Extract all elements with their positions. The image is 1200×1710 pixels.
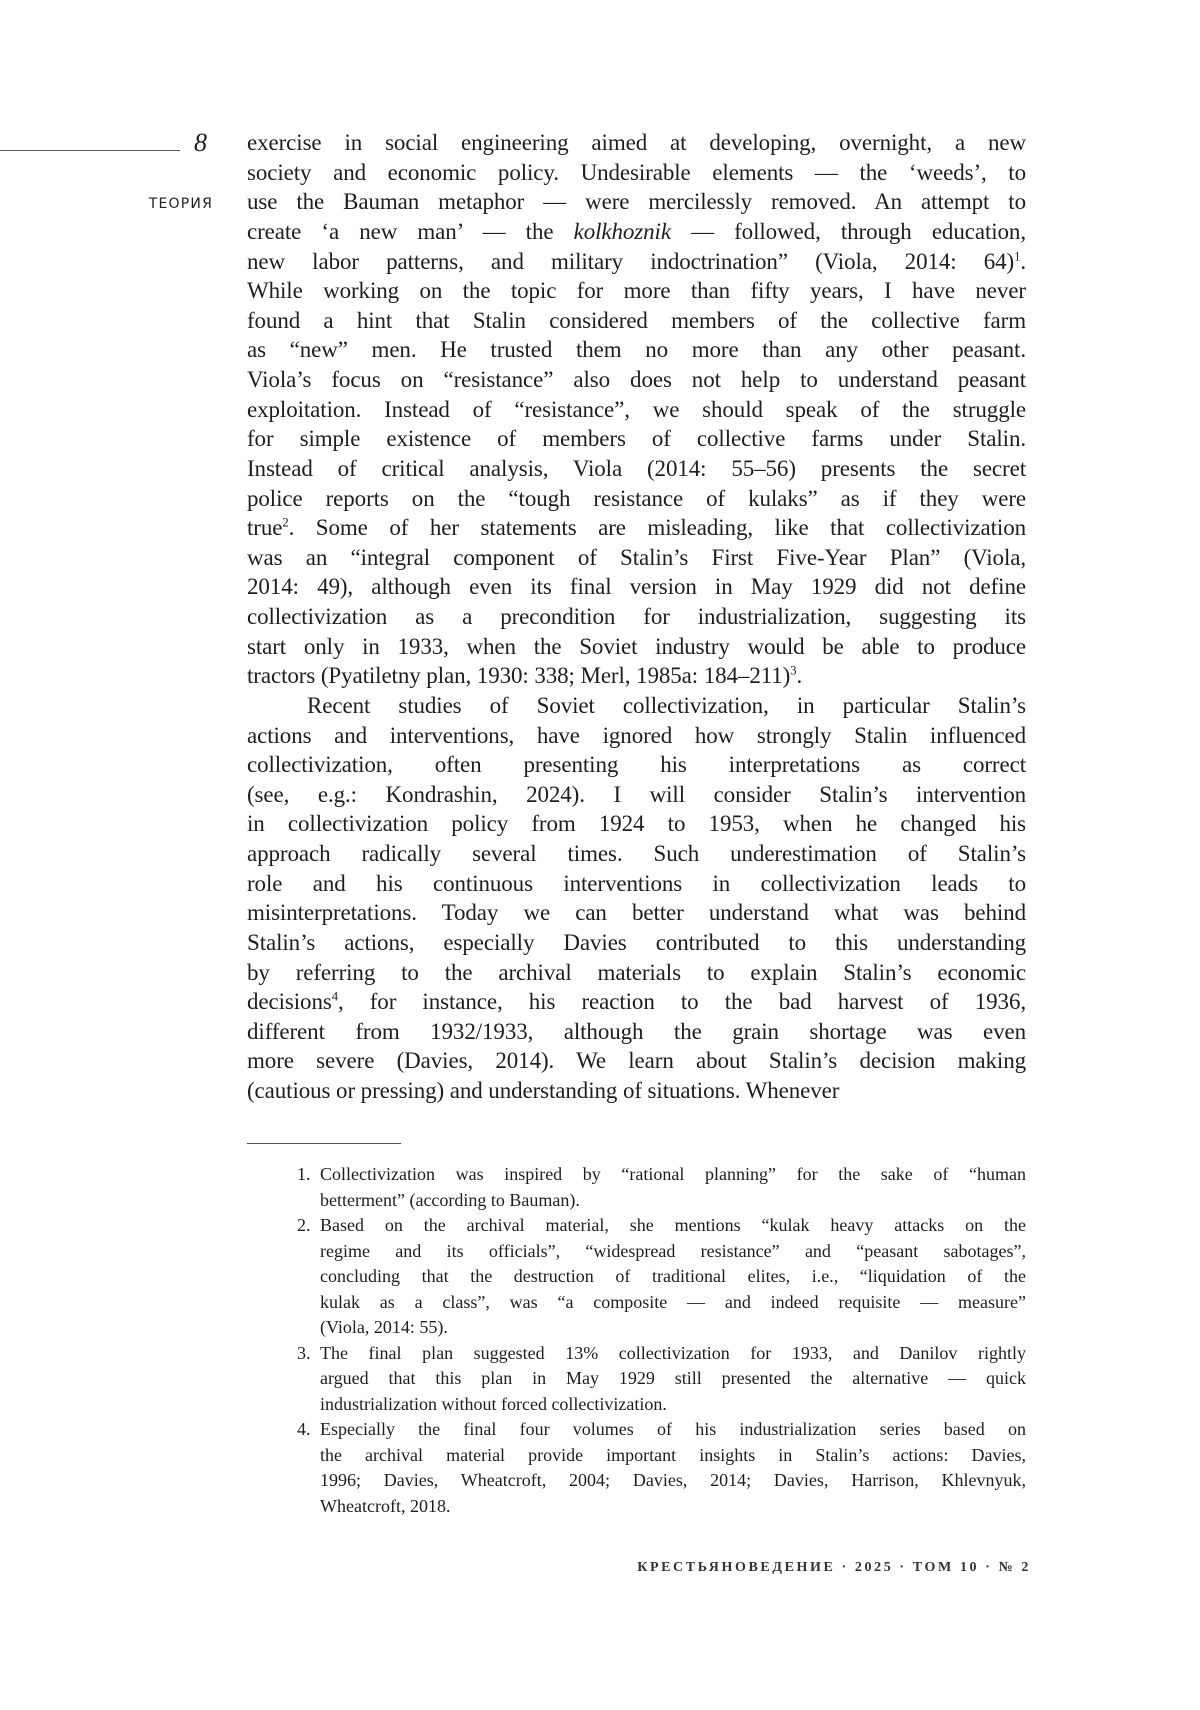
text-line bbox=[247, 543, 1026, 573]
text-line bbox=[247, 1076, 1026, 1106]
text-segment: . Some of her statements are misleading, like that collectivization bbox=[289, 515, 1026, 540]
text-segment: in collectivization policy from 1924 to 1953, when he changed his bbox=[247, 811, 1026, 836]
text-line bbox=[247, 1017, 1026, 1047]
text-segment: use the Bauman metaphor — were mercilessly removed. An attempt to bbox=[247, 189, 1026, 214]
margin-rule bbox=[0, 150, 180, 151]
text-segment: While working on the topic for more than fifty years, I have never bbox=[247, 278, 1026, 303]
text-segment: Recent studies of Soviet collectivization, in particular Stalin’s bbox=[307, 693, 1026, 718]
footnote-number: 4. bbox=[297, 1417, 311, 1443]
text-line bbox=[247, 691, 1026, 721]
text-line bbox=[247, 395, 1026, 425]
text-segment: , for instance, his reaction to the bad harvest of 1936, bbox=[338, 989, 1026, 1014]
text-segment: approach radically several times. Such underestimation of Stalin’s bbox=[247, 841, 1026, 866]
footnote-line: Collectivization was inspired by “rational planning” for the sake of “human bbox=[320, 1162, 1026, 1188]
footnote-ref[interactable]: 3 bbox=[790, 664, 796, 678]
text-line bbox=[247, 513, 1026, 543]
text-line bbox=[247, 721, 1026, 751]
footnote-line: industrialization without forced collectivization. bbox=[320, 1392, 1026, 1418]
text-segment: tractors (Pyatiletny plan, 1930: 338; Merl, 1985a: 184–211) bbox=[247, 663, 790, 688]
text-segment: was an “integral component of Stalin’s First Five-Year Plan” (Viola, bbox=[247, 545, 1026, 570]
text-line bbox=[247, 158, 1026, 188]
text-segment: — followed, through education, bbox=[671, 219, 1026, 244]
text-line bbox=[247, 335, 1026, 365]
text-segment: misinterpretations. Today we can better understand what was behind bbox=[247, 900, 1026, 925]
text-segment: 2014: 49), although even its final version in May 1929 did not define bbox=[247, 574, 1026, 599]
footnote-ref[interactable]: 2 bbox=[282, 515, 288, 529]
text-segment: new labor patterns, and military indoctrination” (Viola, 2014: 64) bbox=[247, 249, 1014, 274]
text-segment: exercise in social engineering aimed at developing, overnight, a new bbox=[247, 130, 1026, 155]
text-segment: role and his continuous interventions in collectivization leads to bbox=[247, 871, 1026, 896]
footnote-line: betterment” (according to Bauman). bbox=[320, 1188, 1026, 1214]
page-number: 8 bbox=[194, 128, 207, 158]
text-line bbox=[247, 187, 1026, 217]
text-line bbox=[247, 572, 1026, 602]
section-label: ТЕОРИЯ bbox=[149, 195, 213, 213]
text-line bbox=[247, 247, 1026, 277]
text-line bbox=[247, 454, 1026, 484]
footnote bbox=[297, 1162, 1026, 1213]
text-line bbox=[247, 928, 1026, 958]
text-segment: by referring to the archival materials to explain Stalin’s economic bbox=[247, 960, 1026, 985]
body-text bbox=[247, 128, 1026, 1106]
text-segment: true bbox=[247, 515, 282, 540]
text-segment: different from 1932/1933, although the grain shortage was even bbox=[247, 1019, 1026, 1044]
text-segment: decisions bbox=[247, 989, 332, 1014]
text-segment: society and economic policy. Undesirable elements — the ‘weeds’, to bbox=[247, 160, 1026, 185]
footnote-line: Especially the final four volumes of his industrialization series based on bbox=[320, 1417, 1026, 1443]
text-segment: (see, e.g.: Kondrashin, 2024). I will consider Stalin’s intervention bbox=[247, 782, 1026, 807]
text-line bbox=[247, 987, 1026, 1017]
footnote-number: 3. bbox=[297, 1341, 311, 1367]
text-segment: collectivization as a precondition for industrialization, suggesting its bbox=[247, 604, 1026, 629]
text-line bbox=[247, 898, 1026, 928]
text-line bbox=[247, 809, 1026, 839]
text-line bbox=[247, 128, 1026, 158]
text-segment: . bbox=[1020, 249, 1026, 274]
footnote-rule bbox=[247, 1143, 401, 1144]
text-line bbox=[247, 869, 1026, 899]
text-segment: actions and interventions, have ignored how strongly Stalin influenced bbox=[247, 723, 1026, 748]
text-line bbox=[247, 217, 1026, 247]
footnote-line: the archival material provide important insights in Stalin’s actions: Davies, bbox=[320, 1443, 1026, 1469]
footnote-line: concluding that the destruction of traditional elites, i.e., “liquidation of the bbox=[320, 1264, 1026, 1290]
text-line bbox=[247, 632, 1026, 662]
footnote-number: 2. bbox=[297, 1213, 311, 1239]
footnote-line: argued that this plan in May 1929 still presented the alternative — quick bbox=[320, 1366, 1026, 1392]
footnote-line: The final plan suggested 13% collectivization for 1933, and Danilov rightly bbox=[320, 1341, 1026, 1367]
footnote bbox=[297, 1213, 1026, 1341]
text-segment: Stalin’s actions, especially Davies contributed to this understanding bbox=[247, 930, 1026, 955]
text-segment: police reports on the “tough resistance of kulaks” as if they were bbox=[247, 486, 1026, 511]
footnote bbox=[297, 1417, 1026, 1519]
footnote-line: Wheatcroft, 2018. bbox=[320, 1494, 1026, 1520]
text-line bbox=[247, 1046, 1026, 1076]
text-segment: collectivization, often presenting his interpretations as correct bbox=[247, 752, 1026, 777]
text-line bbox=[247, 750, 1026, 780]
text-segment: create ‘a new man’ — the bbox=[247, 219, 574, 244]
text-line bbox=[247, 306, 1026, 336]
text-line bbox=[247, 958, 1026, 988]
footnote-ref[interactable]: 4 bbox=[332, 989, 338, 1003]
text-line bbox=[247, 602, 1026, 632]
text-line bbox=[247, 661, 1026, 691]
footnote-line: (Viola, 2014: 55). bbox=[320, 1315, 1026, 1341]
footnote-ref[interactable]: 1 bbox=[1014, 249, 1020, 263]
text-segment: exploitation. Instead of “resistance”, we should speak of the struggle bbox=[247, 397, 1026, 422]
text-segment: start only in 1933, when the Soviet industry would be able to produce bbox=[247, 634, 1026, 659]
text-line bbox=[247, 424, 1026, 454]
text-line bbox=[247, 780, 1026, 810]
text-segment: Instead of critical analysis, Viola (2014: 55–56) presents the secret bbox=[247, 456, 1026, 481]
footnote-line: 1996; Davies, Wheatcroft, 2004; Davies, 2014; Davies, Harrison, Khlevnyuk, bbox=[320, 1468, 1026, 1494]
text-segment: found a hint that Stalin considered members of the collective farm bbox=[247, 308, 1026, 333]
text-segment: . bbox=[796, 663, 802, 688]
footnote-number: 1. bbox=[297, 1162, 311, 1188]
journal-footer: КРЕСТЬЯНОВЕДЕНИЕ · 2025 · ТОМ 10 · № 2 bbox=[637, 1559, 1031, 1577]
text-segment: more severe (Davies, 2014). We learn about Stalin’s decision making bbox=[247, 1048, 1026, 1073]
text-segment: as “new” men. He trusted them no more than any other peasant. bbox=[247, 337, 1026, 362]
text-segment: (cautious or pressing) and understanding of situations. Whenever bbox=[247, 1078, 839, 1103]
text-line bbox=[247, 839, 1026, 869]
footnote bbox=[297, 1341, 1026, 1418]
footnote-line: Based on the archival material, she mentions “kulak heavy attacks on the bbox=[320, 1213, 1026, 1239]
footnote-line: kulak as a class”, was “a composite — and indeed requisite — measure” bbox=[320, 1290, 1026, 1316]
text-line bbox=[247, 276, 1026, 306]
text-segment: for simple existence of members of collective farms under Stalin. bbox=[247, 426, 1026, 451]
footnotes bbox=[297, 1162, 1026, 1519]
footnote-line: regime and its officials”, “widespread resistance” and “peasant sabotages”, bbox=[320, 1239, 1026, 1265]
italic-term: kolkhoznik bbox=[574, 219, 671, 244]
text-segment: Viola’s focus on “resistance” also does not help to understand peasant bbox=[247, 367, 1026, 392]
text-line bbox=[247, 365, 1026, 395]
text-line bbox=[247, 484, 1026, 514]
